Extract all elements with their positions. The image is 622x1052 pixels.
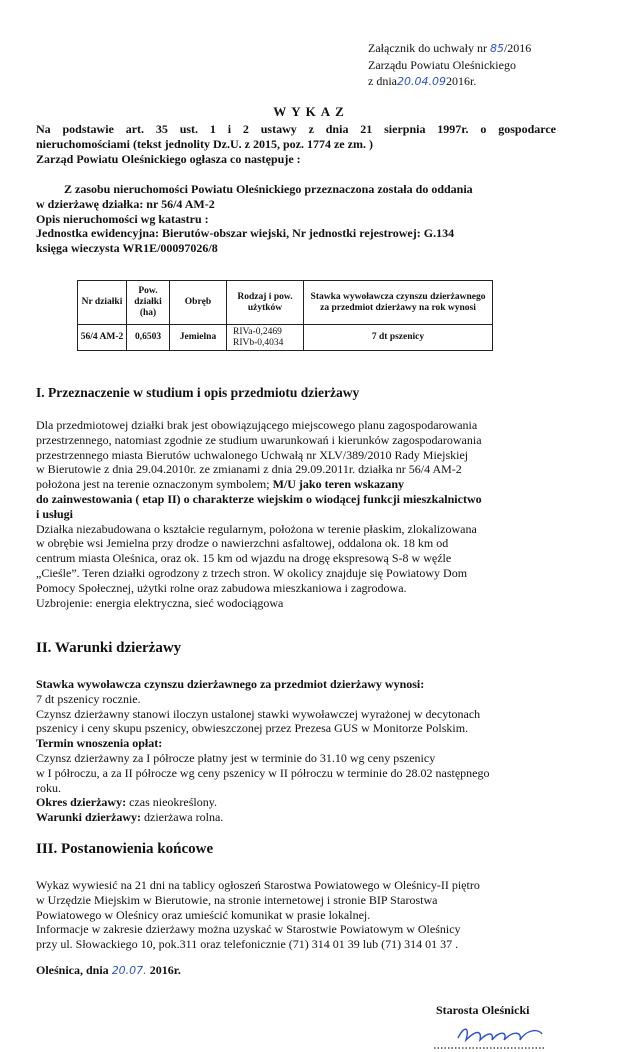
- text-line: 7 dt pszenicy rocznie.: [36, 691, 141, 706]
- handwritten-footer-date: 20.07.: [111, 964, 147, 977]
- legal-basis-line: Na podstawie art. 35 ust. 1 i 2 ustawy z dnia 21 sierpnia 1997r. o gospodarce: [36, 122, 556, 136]
- text-line: Dla przedmiotowej działki brak jest obowiązującego miejscowego planu zagospodarowania: [36, 418, 478, 432]
- attachment-board: Zarządu Powiatu Oleśnickiego: [368, 58, 516, 72]
- text-line: „Cieśle”. Teren działki ogrodzony z trzech stron. W okolicy znajduje się Powiatowy Dom: [36, 565, 468, 580]
- land-use-class: RIVb-0,4034: [233, 337, 284, 348]
- text-line: w obrębie wsi Jemielna przy drodze o nawierzchni asfaltowej, oddalona ok. 18 km od: [36, 536, 449, 551]
- handwritten-signature: [430, 1018, 560, 1052]
- parcel-info: [36, 182, 556, 256]
- text-line: w Urzędzie Miejskim w Bierutowie, na stronie internetowej i stronie BIP Starostwa: [36, 892, 438, 907]
- text-line: Wykaz wywiesić na 21 dni na tablicy ogłoszeń Starostwa Powiatowego w Oleśnicy-II piętro: [36, 878, 480, 892]
- text-line: Działka niezabudowana o kształcie regularnym, położona w terenie płaskim, zlokalizowana: [36, 521, 477, 536]
- section-3-heading-wrap: [36, 841, 213, 858]
- header-rent-rate: Stawka wywoławcza czynszu dzierżawnego za przedmiot dzierżawy na rok wynosi: [304, 281, 493, 325]
- lease-period-line: [36, 795, 556, 810]
- text-line: [36, 477, 556, 492]
- zoning-description: i usługi: [36, 506, 74, 521]
- section-2-heading: II. Warunki dzierżawy: [36, 640, 182, 656]
- attachment-header: [368, 40, 531, 90]
- lease-conditions-value: dzierżawa rolna.: [141, 810, 224, 825]
- cadastre-label: Opis nieruchomości wg katastru :: [36, 211, 209, 226]
- zoning-symbol: M/U jako teren wskazany: [272, 477, 405, 492]
- header-precinct: Obręb: [170, 281, 227, 325]
- subheading-rent-rate: Stawka wywoławcza czynszu dzierżawnego za przedmiot dzierżawy wynosi:: [36, 677, 425, 691]
- cell-precinct: Jemielna: [170, 325, 227, 351]
- text-line: centrum miasta Oleśnica, oraz ok. 15 km od wjazdu na drogę ekspresową S-8 w węźle: [36, 551, 452, 566]
- legal-basis-line: nieruchomościami (tekst jednolity Dz.U. z 2015, poz. 1774 ze zm. ): [36, 136, 373, 151]
- parcel-number-line: w dzierżawę działka: nr 56/4 AM-2: [36, 196, 215, 211]
- section-1-heading-wrap: [36, 385, 359, 401]
- table-row: [78, 325, 493, 351]
- announcement-line: Zarząd Powiatu Oleśnickiego ogłasza co następuje :: [36, 151, 301, 166]
- section-2-body: [36, 677, 556, 825]
- attachment-date-label: z dnia: [368, 74, 397, 88]
- text-line: w I półroczu, a za II półrocze wg ceny pszenicy w II półroczu w terminie do 28.02 następnego: [36, 765, 490, 780]
- text-line: roku.: [36, 780, 61, 795]
- text-line: Pomocy Społecznej, użytki rolne oraz zabudowa mieszkaniowa i zagrodowa.: [36, 580, 407, 595]
- legal-basis: [36, 122, 556, 166]
- text-line: Czynsz dzierżawny za I półrocze płatny jest w terminie do 31.10 wg ceny pszenicy: [36, 750, 436, 765]
- place-date-label: Oleśnica, dnia: [36, 963, 109, 977]
- table-header-row: [78, 281, 493, 325]
- attachment-date-year: 2016r.: [445, 74, 477, 88]
- header-area: Pow. działki (ha): [127, 281, 170, 325]
- place-date-year: 2016r.: [149, 963, 181, 977]
- section-2-heading-wrap: [36, 640, 181, 657]
- text-line: Czynsz dzierżawny stanowi iloczyn ustalonej stawki wywoławczej wyrażonej w decytonach: [36, 706, 481, 721]
- cell-land-use: [227, 325, 304, 351]
- contact-line: przy ul. Słowackiego 10, pok.311 oraz telefonicznie (71) 314 01 39 lub (71) 314 01 37 .: [36, 937, 459, 952]
- lease-period-label: Okres dzierżawy:: [36, 795, 127, 810]
- text-line: pszenicy i ceny skupu pszenicy, obwieszczonej przez Prezesa GUS w Monitorze Polskim.: [36, 721, 469, 736]
- registration-unit: Jednostka ewidencyjna: Bierutów-obszar wiejski, Nr jednostki rejestrowej: G.134: [36, 226, 455, 241]
- cell-parcel-number: 56/4 AM-2: [78, 325, 127, 351]
- zoning-description: do zainwestowania ( etap II) o charakterze wiejskim o wiodącej funkcji mieszkalnictwo: [36, 491, 482, 506]
- cell-area: 0,6503: [127, 325, 170, 351]
- text-line: Informacje w zakresie dzierżawy można uzyskać w Starostwie Powiatowym w Oleśnicy: [36, 922, 461, 937]
- lease-conditions-label: Warunki dzierżawy:: [36, 810, 141, 825]
- section-1-body: [36, 418, 556, 610]
- lease-period-value: czas nieokreślony.: [126, 795, 217, 810]
- section-1-heading: I. Przeznaczenie w studium i opis przedmiotu dzierżawy: [36, 385, 360, 400]
- document-title: WYKAZ: [273, 104, 349, 119]
- subheading-payment-terms: Termin wnoszenia opłat:: [36, 736, 163, 751]
- section-3-body: [36, 878, 556, 952]
- section-3-heading: III. Postanowienia końcowe: [36, 841, 214, 857]
- handwritten-resolution-number: 85: [489, 42, 504, 55]
- text-span: położona jest na terenie oznaczonym symbolem;: [36, 477, 270, 492]
- place-date: [36, 963, 181, 979]
- text-line: przestrzennego miasta Bierutów uchwalonego Uchwałą nr XLV/389/2010 Rady Miejskiej: [36, 447, 469, 462]
- land-use-class: RIVa-0,2469: [233, 326, 282, 337]
- cell-rent-rate: 7 dt pszenicy: [304, 325, 493, 351]
- text-line: Powiatowego w Oleśnicy oraz umieścić komunikat w prasie lokalnej.: [36, 907, 371, 922]
- text-line: przestrzennego, natomiast zgodnie ze studium uwarunkowań i kierunków zagospodarowania: [36, 432, 482, 447]
- text-line: w Bierutowie z dnia 29.04.2010r. ze zmianami z dnia 29.09.2011r. działka nr 56/4 AM-2: [36, 462, 462, 477]
- land-register: księga wieczysta WR1E/00097026/8: [36, 241, 218, 256]
- signatory-title: Starosta Oleśnicki: [436, 1003, 530, 1017]
- attachment-resolution-label: Załącznik do uchwały nr: [368, 41, 487, 55]
- attachment-year: /2016: [503, 41, 532, 55]
- header-parcel-number: Nr działki: [78, 281, 127, 325]
- utilities-line: Uzbrojenie: energia elektryczna, sieć wodociągowa: [36, 595, 284, 610]
- parcel-info-line: Z zasobu nieruchomości Powiatu Oleśnickiego przeznaczona została do oddania: [64, 182, 473, 196]
- header-land-use: Rodzaj i pow. użytków: [227, 281, 304, 325]
- parcel-table: [77, 280, 493, 351]
- handwritten-date: 20.04.09: [397, 75, 446, 88]
- lease-conditions-line: [36, 810, 556, 825]
